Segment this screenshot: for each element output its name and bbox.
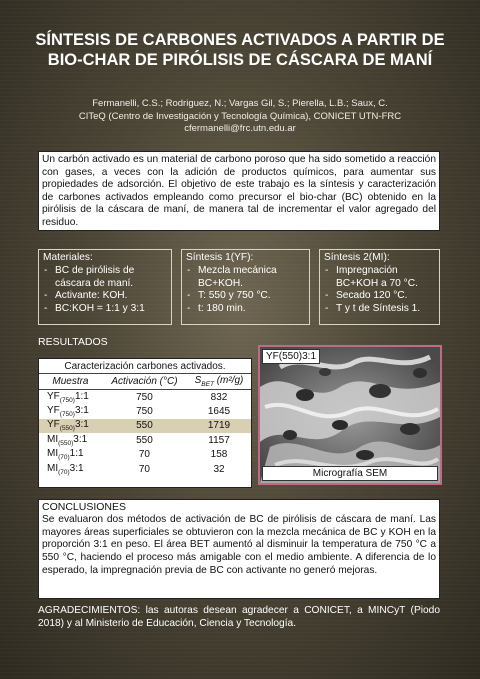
sbet-cell: 1157 [208, 434, 230, 446]
author-affiliation: CITeQ (Centro de Investigación y Tecnología Química), CONICET UTN-FRC [78, 110, 402, 122]
activation-cell: 550 [102, 419, 187, 433]
conclusiones-text: Se evaluaron dos métodos de activación de BC de pirólisis de cáscara de maní. Las mayores áreas superficiales se obtuvieron con la mezcla mecánica de BC y KOH en la proporción 3:1 en peso. El área BET aumentó al disminuir la temperatura de 750 °C a 550 °C, haciendo el proceso más amigable con el medio ambiente. A diferencia de lo esperado, la impregnación previa de BC con activante no generó mejoras. [42, 513, 436, 576]
table-row [39, 390, 251, 405]
sintesis1-item: - t: 180 min. [186, 303, 305, 316]
conclusiones-heading: CONCLUSIONES [42, 501, 127, 513]
materiales-item: - BC de pirólisis de cáscara de maní. [43, 265, 167, 291]
sbet-cell: 1719 [187, 419, 251, 433]
sintesis2-item: - Impregnación BC+KOH a 70 °C. [324, 265, 435, 291]
activation-cell: 750 [136, 391, 153, 403]
activation-cell: 550 [136, 434, 153, 446]
results-table [39, 374, 251, 476]
sample-cell: $YF_{(750)}1:1$ [47, 390, 89, 404]
activation-cell: 70 [138, 449, 150, 461]
table-row [39, 448, 251, 462]
materiales-panel [38, 249, 172, 325]
table-row [39, 404, 251, 418]
resultados-heading: RESULTADOS [38, 336, 108, 348]
sintesis1-panel [181, 249, 310, 325]
sem-sample-label: YF(550)3:1 [262, 349, 320, 364]
abstract-box: Un carbón activado es un material de carbono poroso que ha sido sometido a reacción con gases, a veces con la adición de productos químicos, para aumentar sus propiedades de adsorción. El objetivo de este trabajo es la síntesis y caracterización de carbones activados empleando como precursor el bio-char (BC) obtenido en la pirólisis de la cáscara de maní, de manera tal de incrementar el valor agregado del residuo. [38, 151, 440, 231]
agradecimientos-text: AGRADECIMIENTOS: las autoras desean agradecer a CONICET, a MINCyT (Piodo 2018) y al Ministerio de Educación, Ciencia y Tecnología. [38, 605, 440, 629]
sintesis1-heading: Síntesis 1(YF): [186, 252, 254, 263]
materiales-heading: Materiales: [43, 252, 93, 263]
author-block [20, 98, 460, 136]
col-header-sbet: $S_{BET}$ (m²/g) [187, 374, 251, 390]
sem-caption: Micrografía SEM [262, 466, 438, 481]
sintesis2-item: - Secado 120 °C. [324, 290, 435, 303]
conclusiones-box [38, 499, 440, 599]
sample-cell: $MI_{(70)}3:1$ [47, 462, 84, 476]
sintesis2-panel [319, 249, 440, 325]
table-row [39, 433, 251, 447]
sintesis2-heading: Síntesis 2(MI): [324, 252, 390, 263]
col-header-activacion: Activación (°C) [102, 374, 187, 390]
author-names: Fermanelli, C.S.; Rodriguez, N.; Vargas Gil, S.; Pierella, L.B.; Saux, C. [92, 98, 388, 109]
table-row-highlighted [39, 419, 251, 433]
sem-image [260, 347, 440, 483]
sintesis1-item: - T: 550 y 750 °C. [186, 290, 305, 303]
author-email: cfermanelli@frc.utn.edu.ar [184, 123, 296, 134]
sintesis2-item: - T y t de Síntesis 1. [324, 303, 435, 316]
sintesis1-item: - Mezcla mecánica BC+KOH. [186, 265, 305, 291]
col-header-muestra: Muestra [39, 374, 102, 390]
sbet-cell: 32 [213, 463, 225, 475]
activation-cell: 750 [136, 406, 153, 418]
sample-cell: $YF_{(750)}3:1$ [47, 405, 89, 419]
activation-cell: 70 [138, 463, 150, 475]
sem-micrograph [258, 345, 442, 485]
sbet-cell: 158 [210, 449, 228, 461]
table-caption: Caracterización carbones activados. [39, 359, 251, 374]
materiales-item: - Activante: KOH. [43, 290, 167, 303]
sample-cell: $MI_{(70)}1:1$ [47, 448, 84, 462]
results-table-box [38, 358, 252, 488]
sample-cell: $MI_{(550)}3:1$ [47, 433, 88, 447]
sample-cell: $YF_{(550)}3:1$ [39, 419, 102, 433]
poster-title: SÍNTESIS DE CARBONES ACTIVADOS A PARTIR DE BIO-CHAR DE PIRÓLISIS DE CÁSCARA DE MANÍ [35, 31, 445, 69]
materiales-item: - BC:KOH = 1:1 y 3:1 [43, 303, 167, 316]
table-row [39, 462, 251, 476]
sbet-cell: 1645 [207, 406, 231, 418]
sbet-cell: 832 [210, 391, 228, 403]
